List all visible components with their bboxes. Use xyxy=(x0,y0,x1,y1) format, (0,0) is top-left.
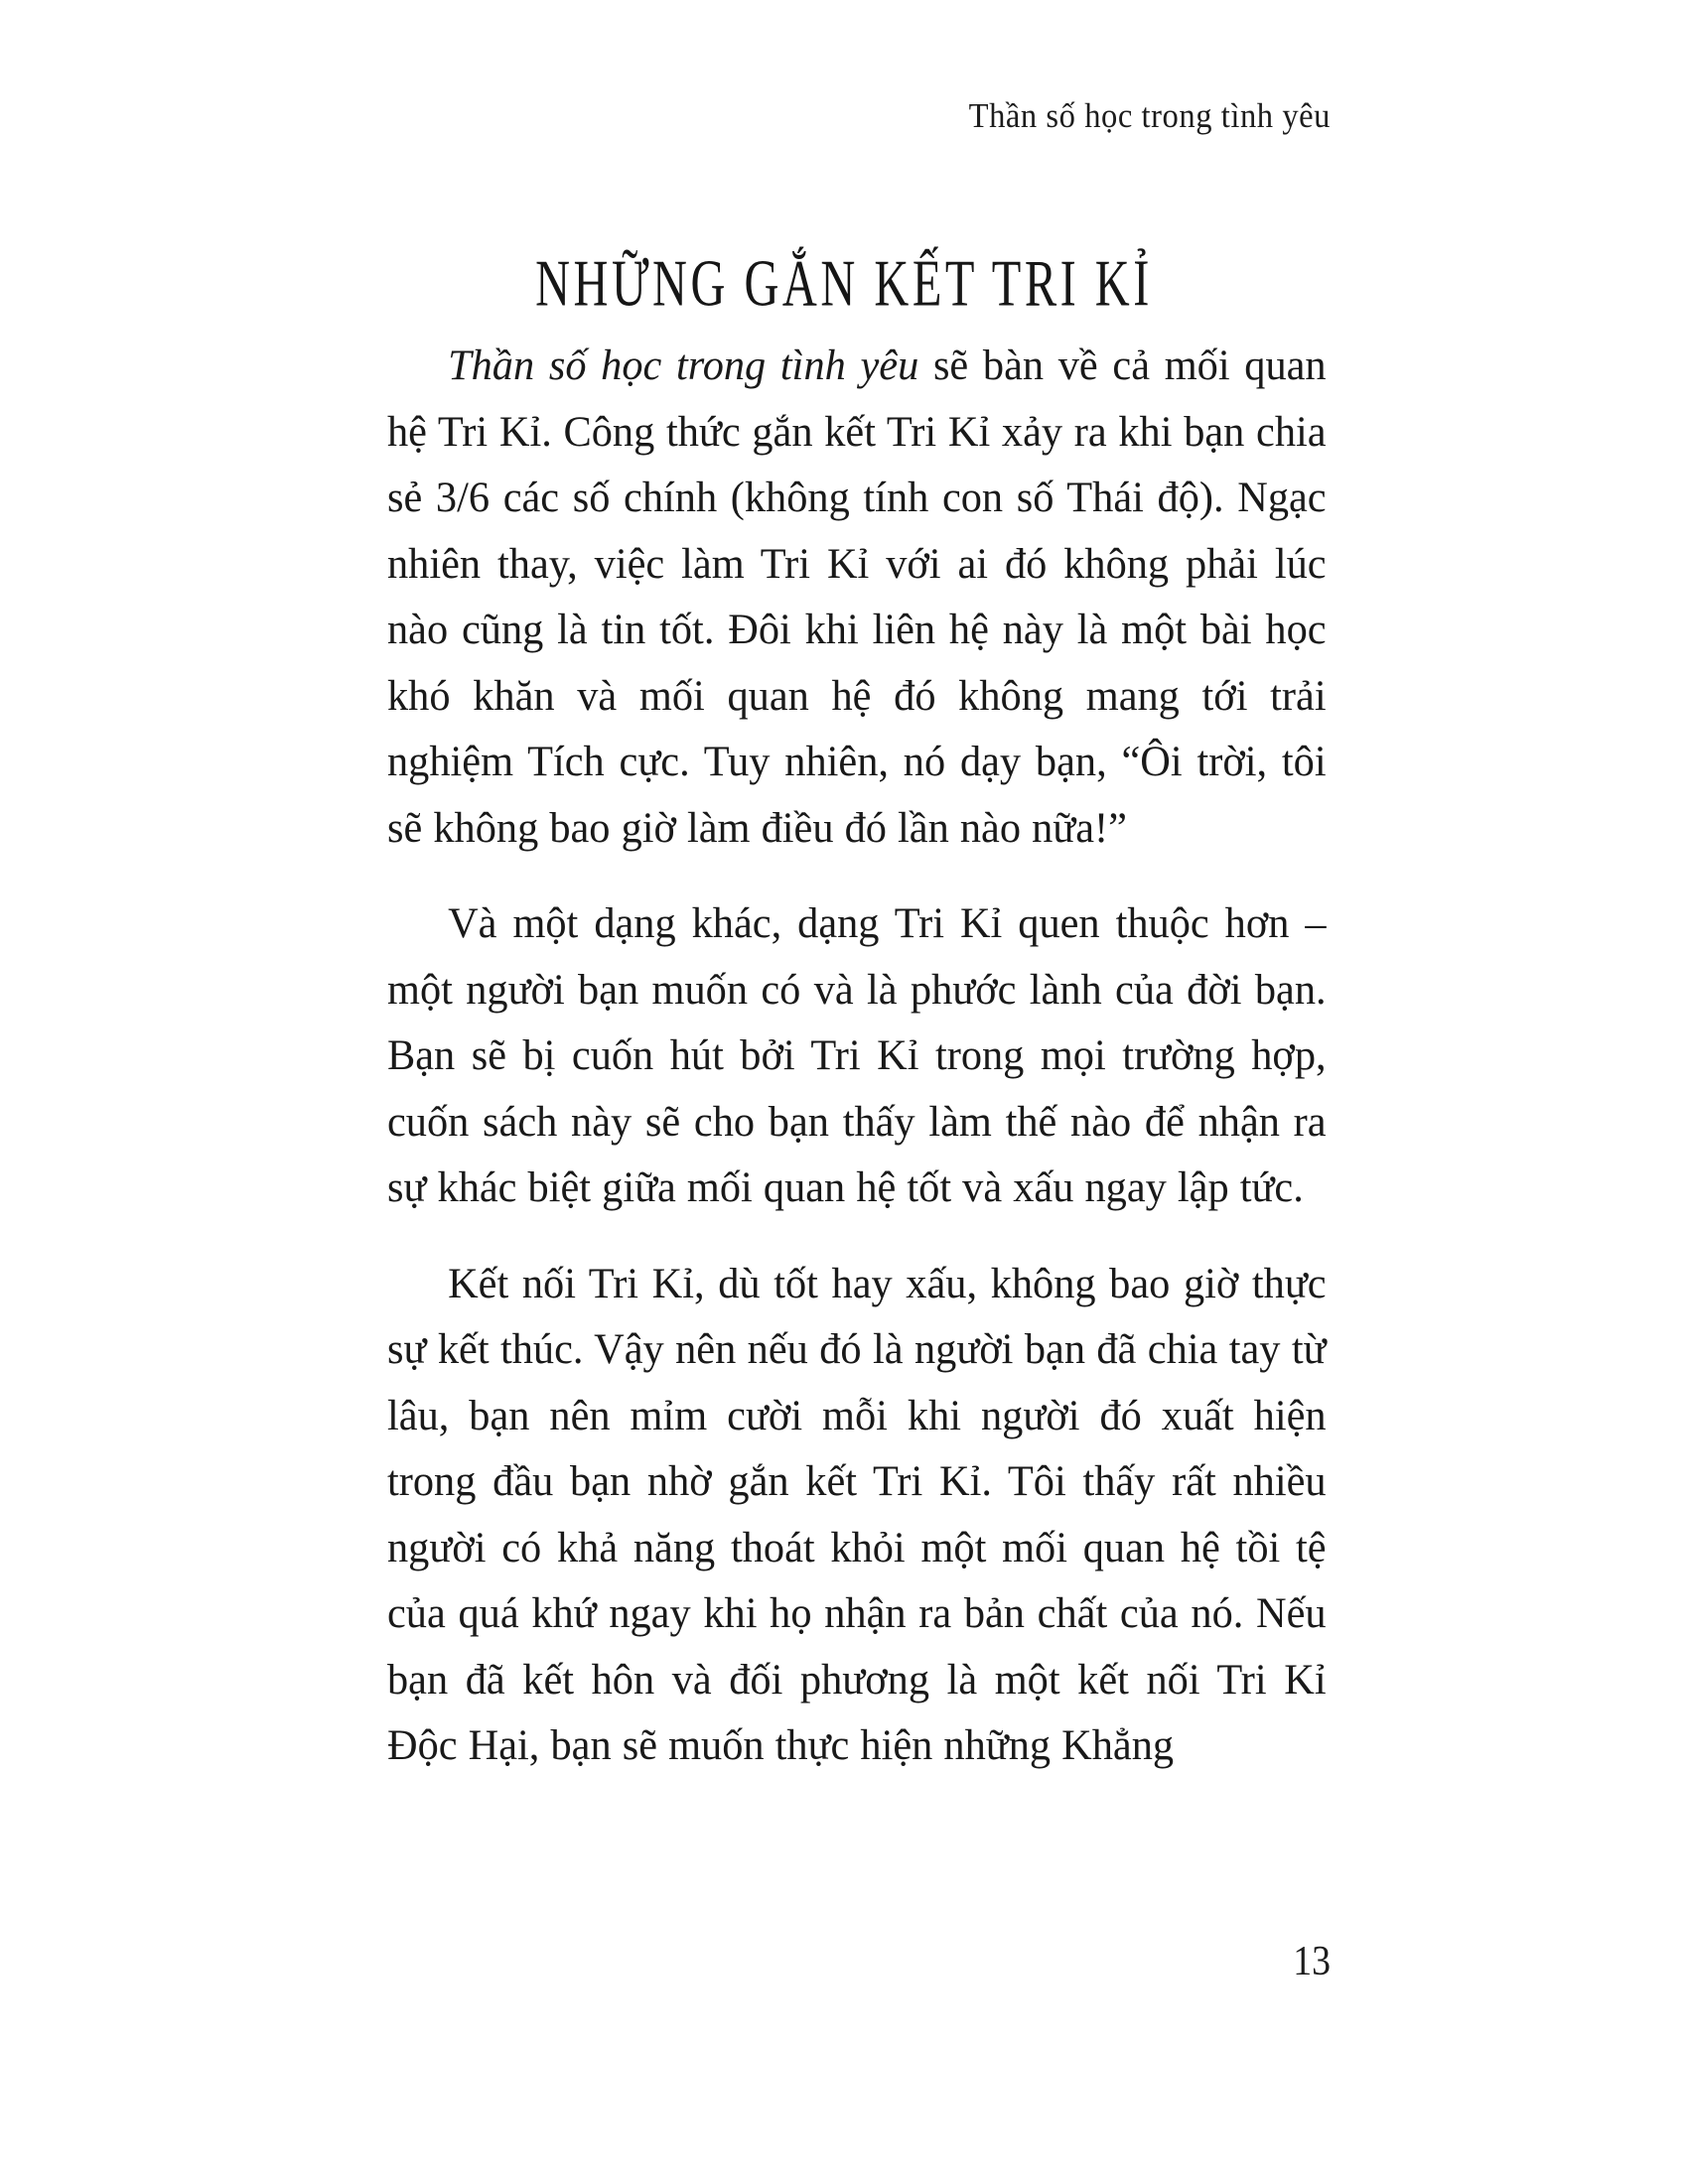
paragraph-2-text: Và một dạng khác, dạng Tri Kỉ quen thuộc hơn – một người bạn muốn có và là phước lành của đời bạn. Bạn sẽ bị cuốn hút bởi Tri Kỉ trong mọi trường hợp, cuốn sách này sẽ cho bạn thấy làm thế nào để nhận ra sự khác biệt giữa mối quan hệ tốt và xấu ngay lập tức. xyxy=(387,900,1327,1211)
paragraph-3 xyxy=(387,1252,1327,1780)
body-text-block xyxy=(387,334,1340,1780)
paragraph-3-text: Kết nối Tri Kỉ, dù tốt hay xấu, không bao giờ thực sự kết thúc. Vậy nên nếu đó là người bạn đã chia tay từ lâu, bạn nên mỉm cười mỗi khi người đó xuất hiện trong đầu bạn nhờ gắn kết Tri Kỉ. Tôi thấy rất nhiều người có khả năng thoát khỏi một mối quan hệ tồi tệ của quá khứ ngay khi họ nhận ra bản chất của nó. Nếu bạn đã kết hôn và đối phương là một kết nối Tri Kỉ Độc Hại, bạn sẽ muốn thực hiện những Khẳng xyxy=(387,1260,1327,1769)
paragraph-1-text: sẽ bàn về cả mối quan hệ Tri Kỉ. Công thức gắn kết Tri Kỉ xảy ra khi bạn chia sẻ 3/6 các số chính (không tính con số Thái độ). Ngạc nhiên thay, việc làm Tri Kỉ với ai đó không phải lúc nào cũng là tin tốt. Đôi khi liên hệ này là một bài học khó khăn và mối quan hệ đó không mang tới trải nghiệm Tích cực. Tuy nhiên, nó dạy bạn, “Ôi trời, tôi sẽ không bao giờ làm điều đó lần nào nữa!” xyxy=(387,342,1327,852)
page-title: NHỮNG GẮN KẾT TRI KỈ xyxy=(535,247,1153,320)
paragraph-1 xyxy=(387,334,1327,862)
book-title-italic: Thần số học trong tình yêu xyxy=(448,342,919,389)
running-head: Thần số học trong tình yêu xyxy=(968,96,1331,135)
page-number: 13 xyxy=(1293,1939,1331,1984)
paragraph-2 xyxy=(387,891,1327,1222)
